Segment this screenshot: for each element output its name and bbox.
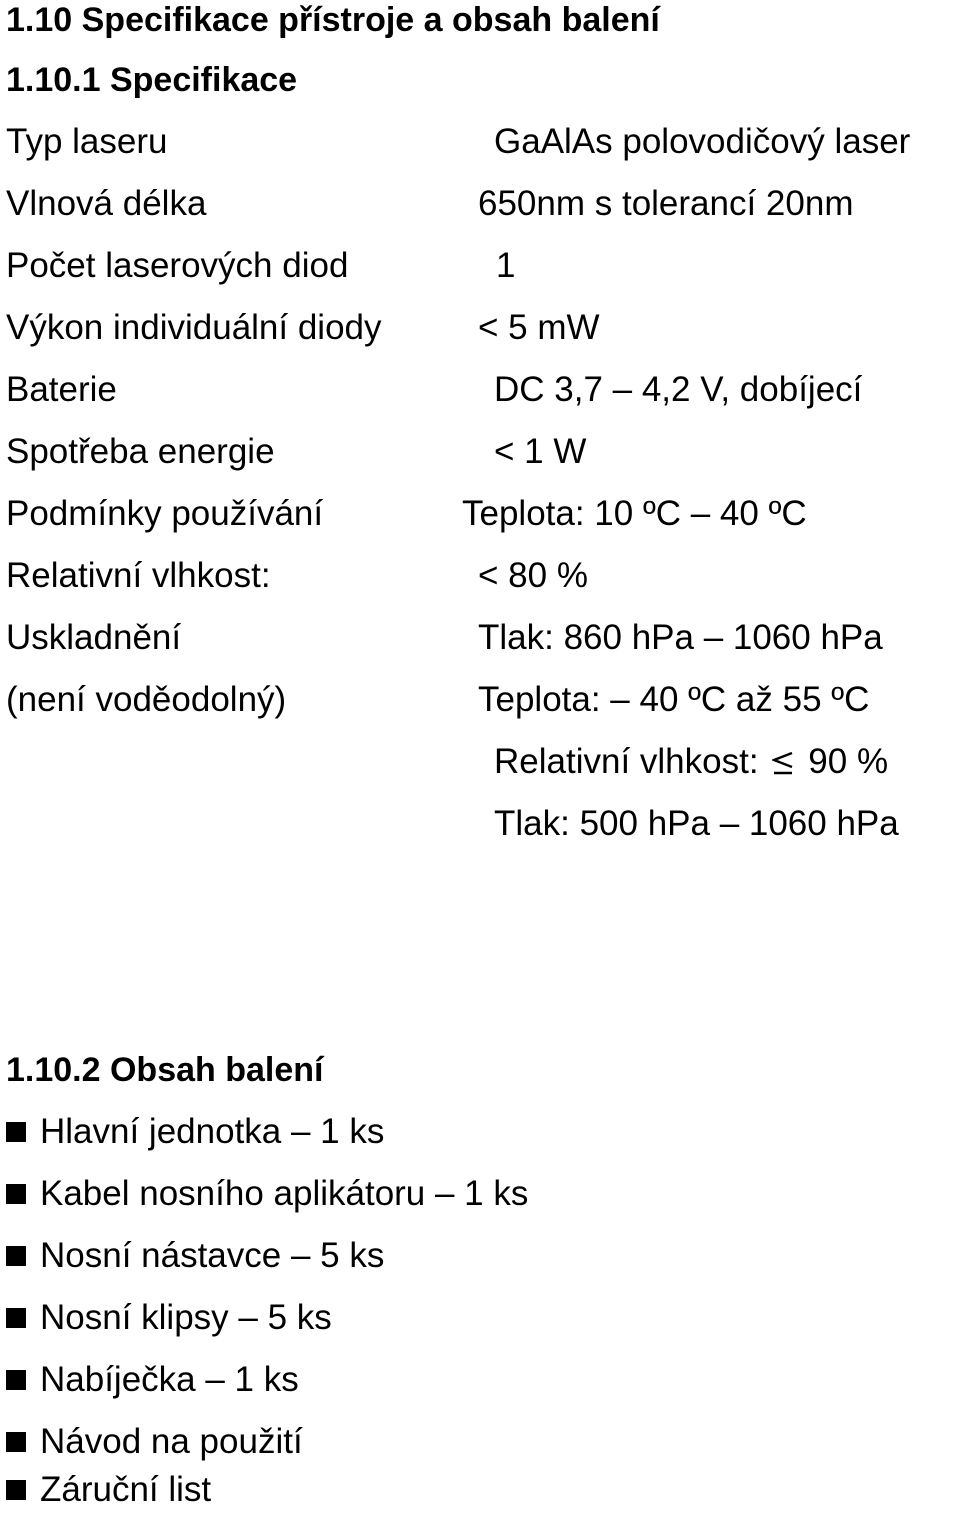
list-item [6, 1112, 384, 1152]
consumption-value: < 1 W [494, 432, 587, 471]
square-bullet-icon [6, 1246, 26, 1266]
subsection-title-spec: 1.10.1 Specifikace [6, 61, 298, 99]
list-item [6, 1236, 384, 1276]
list-item [6, 1422, 303, 1462]
usage-temp-value: Teplota: 10 ºC – 40 ºC [462, 494, 807, 533]
list-item-text: Nosní klipsy – 5 ks [40, 1298, 332, 1337]
list-item-text: Návod na použití [40, 1422, 303, 1461]
list-item [6, 1470, 211, 1510]
list-item [6, 1360, 299, 1400]
list-item-text: Nosní nástavce – 5 ks [40, 1236, 385, 1275]
storage-pressure-value: Tlak: 860 hPa – 1060 hPa [478, 618, 883, 657]
diode-count-value: 1 [496, 246, 516, 285]
list-item-text: Záruční list [40, 1470, 212, 1509]
storage-humidity-label: Relativní vlhkost: [494, 742, 759, 781]
list-item-text: Hlavní jednotka – 1 ks [40, 1112, 385, 1151]
consumption-label: Spotřeba energie [6, 432, 275, 471]
square-bullet-icon [6, 1432, 26, 1452]
square-bullet-icon [6, 1308, 26, 1328]
list-item [6, 1298, 332, 1338]
laser-type-label: Typ laseru [6, 122, 168, 161]
laser-type-value: GaAlAs polovodičový laser [494, 122, 911, 161]
storage-label: Uskladnění [6, 618, 182, 657]
usage-label: Podmínky používání [6, 494, 324, 533]
battery-label: Baterie [6, 370, 117, 409]
storage-pressure2-value: Tlak: 500 hPa – 1060 hPa [494, 804, 899, 843]
square-bullet-icon [6, 1122, 26, 1142]
storage-temp-value: Teplota: – 40 ºC až 55 ºC [478, 680, 870, 719]
subsection-title-package: 1.10.2 Obsah balení [6, 1051, 324, 1089]
usage-humidity-label: Relativní vlhkost: [6, 556, 271, 595]
square-bullet-icon [6, 1184, 26, 1204]
storage-humidity-value: 90 % [808, 742, 889, 781]
power-value: < 5 mW [478, 308, 600, 347]
list-item-text: Nabíječka – 1 ks [40, 1360, 299, 1399]
wavelength-value: 650nm s tolerancí 20nm [478, 184, 854, 223]
square-bullet-icon [6, 1480, 26, 1500]
usage-humidity-value: < 80 % [478, 556, 588, 595]
storage-humidity-row [494, 742, 888, 782]
less-or-equal-icon [772, 751, 794, 775]
list-item-text: Kabel nosního aplikátoru – 1 ks [40, 1174, 529, 1213]
list-item [6, 1174, 528, 1214]
storage-note: (není voděodolný) [6, 680, 287, 719]
wavelength-label: Vlnová délka [6, 184, 207, 223]
power-label: Výkon individuální diody [6, 308, 382, 347]
section-title: 1.10 Specifikace přístroje a obsah balení [6, 1, 660, 39]
diode-count-label: Počet laserových diod [6, 246, 349, 285]
battery-value: DC 3,7 – 4,2 V, dobíjecí [494, 370, 863, 409]
square-bullet-icon [6, 1370, 26, 1390]
